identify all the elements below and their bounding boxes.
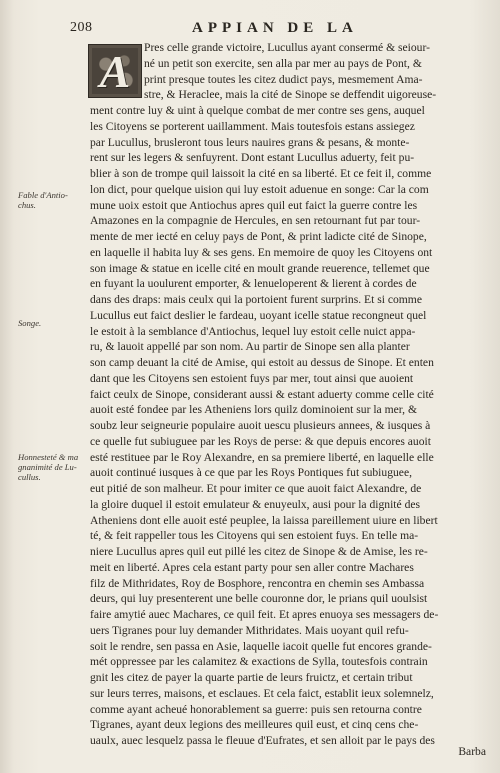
text-line: dans des draps: mais ceulx qui la portoient furent surprins. Et si comme — [90, 293, 422, 306]
text-line: par Lucullus, brusleront tous leurs nauires grans & pesans, & monte- — [90, 135, 410, 149]
margin-note-fable — [18, 190, 88, 210]
text-line: en laquelle il habita luy & ses gens. En memoire de quoy les Citoyens ont — [90, 245, 433, 259]
text-line: té, & feit rappeller tous les Citoyens qui sen estoient fuys. En telle ma- — [90, 529, 419, 543]
margin-note-line: chus. — [18, 200, 36, 210]
page-number: 208 — [70, 20, 93, 35]
catchword: Barba — [458, 745, 486, 758]
margin-note-honnestete — [18, 452, 88, 482]
margin-note-line: gnanimité de Lu- — [18, 462, 77, 472]
margin-note-line: Fable d'Antio- — [18, 190, 68, 200]
text-line: son image & statue en icelle cité en moult grande reuerence, tellemet que — [90, 261, 430, 275]
text-line: ru, & lauoit appellé par son nom. Au partir de Sinope sen alla planter — [90, 340, 410, 354]
text-line: ment contre luy & uint à quelque combat de mer contre ses gens, auquel — [90, 104, 425, 117]
text-line: comme ayant acheué honorablement sa guerre: puis sen retourna contre — [90, 702, 422, 716]
text-line: en fuyant la uoulurent emporter, & lenueloperent & lierent à cordes de — [90, 277, 417, 291]
text-line: eut pitié de son malheur. Et pour imiter ce que auoit faict Alexandre, de — [90, 482, 422, 495]
text-line: gnit les citez de payer la quarte partie de leurs fruictz, et certain tribut — [90, 671, 413, 684]
text-line: niere Lucullus apres quil eut pillé les citez de Sinope & de Amise, les re- — [90, 545, 428, 558]
text-line: soit le rendre, sen passa en Asie, laquelle iacoit quelle fut encores grande- — [90, 639, 432, 653]
margin-note-line: Honnesteté & ma — [18, 452, 79, 462]
text-line: la gloire duquel il estoit emulateur & enuyeulx, ausi pour la dignité des — [90, 497, 421, 511]
text-line: mét oppressee par les calamitez & exactions de Sylla, toutesfois contrain — [90, 655, 428, 669]
text-line: né un petit son exercite, sen alla par mer au pays de Pont, & — [144, 56, 422, 70]
text-line: rent sur les legers & senfuyrent. Dont estant Lucullus aduerty, feit pu- — [90, 151, 415, 165]
text-line: soubz leur seigneurie populaire auoit uescu plusieurs annees, & iusques à — [90, 419, 431, 432]
text-line: stre, & Heraclee, mais la cité de Sinope se deffendit uigoreuse- — [144, 88, 437, 102]
text-line: faire amytié auec Machares, ce quil feit. Et apres enuoya ses messagers de- — [90, 608, 439, 621]
text-line: auoit continué iusques à ce que par les Roys Pontiques fut subiuguee, — [90, 466, 412, 480]
text-line: faict ceulx de Sinope, considerant aussi & estant aduerty comme celle cité — [90, 387, 434, 401]
text-line: Amazones en la compagnie de Hercules, en sen retournant fut par tour- — [90, 214, 421, 228]
margin-note-line: cullus. — [18, 472, 41, 482]
text-line: dant que les Citoyens sen estoient fuys par mer, tout ainsi que auoient — [90, 371, 414, 385]
drop-cap-letter: A — [99, 45, 131, 97]
text-line: blier à son de trompe quil laissoit la cité en sa liberté. Et ce feit il, comme — [90, 167, 432, 180]
text-line: lon dict, pour quelque uision qui luy estoit aduenue en songe: Car la com — [90, 182, 429, 196]
text-line: print presque toutes les citez dudict pays, mesmement Ama- — [144, 72, 423, 86]
text-line: esté restituee par le Roy Alexandre, en sa premiere liberté, en laquelle elle — [90, 450, 434, 464]
page-header — [70, 20, 490, 38]
text-line: Tigranes, ayant deux legions des meilleures quil eust, et cinq cens che- — [90, 718, 419, 732]
text-line: ce quelle fut subiuguee par les Roys de perse: & que depuis encores auoit — [90, 434, 431, 448]
text-line: Lucullus eut faict deslier le fardeau, uoyant icelle statue recongneut quel — [90, 308, 427, 322]
text-line: filz de Mithridates, Roy de Bosphore, rencontra en chemin ses Ambassa — [90, 576, 425, 590]
margin-note-songe — [18, 318, 88, 328]
margin-note-line: Songe. — [18, 318, 42, 328]
main-text — [90, 40, 488, 749]
text-line: Atheniens dont elle auoit esté peuplee, la laissa pareillement uiure en libert — [90, 513, 438, 527]
text-line: son camp deuant la cité de Amise, qui estoit au dessus de Sinope. Et enten — [90, 356, 434, 369]
text-line: sur leurs terres, maisons, et esclaues. Et cela faict, establit ieux solemnelz, — [90, 686, 434, 700]
text-line: les Citoyens se porterent uaillamment. Mais toutesfois estans assiegez — [90, 119, 415, 133]
text-line: mune uoix estoit que Antiochus apres quil eut faict la guerre contre les — [90, 198, 418, 212]
text-line: deurs, qui luy presenterent une belle couronne dor, le prians quil uoulsist — [90, 592, 428, 606]
text-line: mente de mer iecté en celuy pays de Pont, & print ladicte cité de Sinope, — [90, 230, 427, 243]
text-line: auoit esté fondee par les Atheniens lors quilz dominoient sur la mer, & — [90, 403, 417, 417]
text-line: le estoit à la semblance d'Antiochus, lequel luy estoit celle nuict appa- — [90, 324, 416, 338]
text-line: uers Tigranes pour luy demander Mithridates. Mais uoyant quil refu- — [90, 623, 409, 637]
running-head: APPIAN DE LA — [192, 20, 358, 36]
text-line: uaulx, auec lesquelz passa le fleuue d'Eufrates, et sen alloit par le pays des — [90, 734, 435, 747]
text-line: meit en liberté. Apres cela estant party pour sen aller contre Machares — [90, 560, 414, 574]
text-line: Pres celle grande victoire, Lucullus ayant consermé & seiour- — [144, 41, 430, 54]
